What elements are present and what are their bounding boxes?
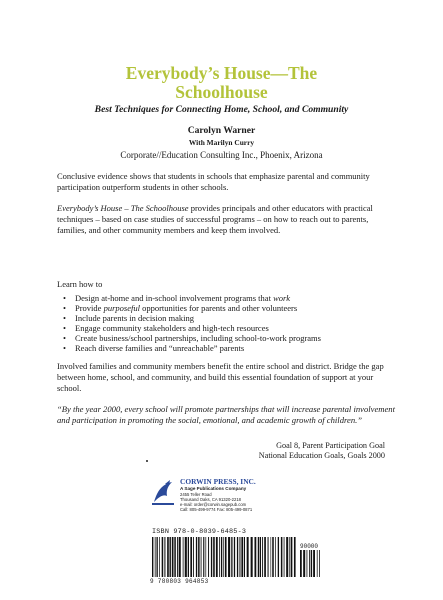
publisher-phone: Call: 805-499-9774 Fax: 805-499-0871 — [180, 506, 253, 512]
bullet-item — [63, 343, 383, 353]
barcode-bar — [193, 537, 194, 577]
book-subtitle: Best Techniques for Connecting Home, School, and Community — [94, 104, 349, 115]
bullet-item — [63, 293, 383, 303]
barcode-bar — [272, 537, 274, 577]
barcode-bar — [198, 537, 199, 577]
barcode-bar — [303, 550, 305, 577]
barcode-bar — [264, 537, 266, 577]
corwin-bird-logo-icon — [150, 478, 176, 508]
barcode-bar — [271, 537, 272, 577]
bullet-emphasis: purposeful — [103, 303, 140, 314]
barcode-bar — [221, 537, 222, 577]
barcode-bar — [244, 537, 245, 577]
barcode-bar — [247, 537, 249, 577]
barcode-bar — [268, 537, 269, 577]
barcode-bar — [177, 537, 178, 577]
barcode-bar — [179, 537, 181, 577]
isbn-label: ISBN 978-0-8039-6485-3 — [152, 528, 247, 536]
barcode-bar — [319, 550, 320, 577]
barcode-bar — [241, 537, 243, 577]
barcode-bar — [237, 537, 238, 577]
barcode-digits: 9 780803 964853 — [150, 578, 209, 585]
learning-bullets — [63, 293, 383, 354]
barcode-bar — [309, 550, 310, 577]
barcode-bar — [203, 537, 204, 577]
barcode-bar — [278, 537, 279, 577]
bullet-item — [63, 303, 383, 313]
barcode-bar — [159, 537, 160, 577]
barcode-bar — [234, 537, 235, 577]
barcode-bar — [211, 537, 212, 577]
bullet-item — [63, 323, 383, 333]
barcode-bar — [205, 537, 206, 577]
barcode-bar — [185, 537, 187, 577]
description-paragraph — [57, 203, 387, 237]
barcode-bar — [183, 537, 184, 577]
price-code: 90000 — [300, 543, 319, 550]
publisher-address2: Thousand Oaks, CA 91320-2218 — [180, 496, 241, 502]
barcode-bar — [239, 537, 240, 577]
intro-paragraph: Conclusive evidence shows that students in schools that emphasize parental and community participation outperform students in other schools. — [57, 171, 370, 193]
barcode-bar — [201, 537, 202, 577]
learn-how-heading: Learn how to — [57, 279, 103, 289]
barcode-bar — [213, 537, 215, 577]
bullet-item — [63, 313, 383, 323]
bullet-text: Engage community stakeholders and high-tech resources — [75, 323, 269, 334]
barcode-bar — [231, 537, 232, 577]
stray-mark — [146, 460, 148, 462]
publisher-imprint: A Sage Publications Company — [180, 486, 247, 491]
barcode-area — [150, 528, 320, 588]
attribution-line1: Goal 8, Parent Participation Goal — [276, 441, 385, 450]
publisher-text — [180, 478, 320, 512]
barcode-bar — [219, 537, 220, 577]
bullet-text: Design at-home and in-school involvement programs that — [75, 293, 274, 303]
description-text: provides principals and other educators with practical techniques – based on case studies of successful programs – on how to reach out to parents, families, and other community members and keep them involved. — [57, 203, 373, 236]
barcode-bar — [281, 537, 283, 577]
barcode-bar — [258, 537, 259, 577]
barcode-bar — [174, 537, 175, 577]
barcode-bar — [223, 537, 224, 577]
bullet-emphasis: work — [273, 293, 291, 303]
bullet-text-end: opportunities for parents and other volunteers — [139, 303, 298, 314]
book-title-line1: Everybody’s House—The — [125, 63, 318, 83]
barcode-bar — [260, 537, 261, 577]
book-title-line2: Schoolhouse — [175, 82, 268, 102]
barcode-bar — [196, 537, 197, 577]
barcode-bar — [216, 537, 218, 577]
barcode-bar — [307, 550, 308, 577]
barcode-bar — [156, 537, 157, 577]
goals-quote: “By the year 2000, every school will promote partnerships that will increase parental involvement and participation in promoting the social, emotional, and academic growth of children.” — [57, 404, 395, 425]
barcode-bar — [313, 550, 315, 577]
bullet-item — [63, 333, 383, 343]
publisher-email: e-mail: order@corwin.sagepub.com — [180, 501, 247, 507]
bullet-text: Create business/school partnerships, including school-to-work programs — [75, 333, 321, 344]
barcode-bar — [167, 537, 169, 577]
barcode-bar — [164, 537, 165, 577]
barcode-bar — [188, 537, 189, 577]
barcode-bar — [286, 537, 288, 577]
barcode-bar — [162, 537, 164, 577]
bullet-text: Include parents in decision making — [75, 313, 194, 324]
barcode-bar — [228, 537, 230, 577]
barcode-bar — [300, 550, 302, 577]
barcode-bar — [275, 537, 276, 577]
bullet-text: Provide — [75, 303, 104, 314]
benefit-paragraph: Involved families and community members benefit the entire school and district. Bridge the gap between home, school, and community, and build this essential foundation of support at your school. — [57, 361, 384, 394]
price-barcode — [300, 550, 320, 577]
publisher-address1: 2455 Teller Road — [180, 491, 212, 497]
barcode-bar — [225, 537, 227, 577]
publisher-block — [150, 478, 320, 528]
description-book-title: Everybody’s House – The Schoolhouse — [57, 203, 189, 213]
isbn-barcode — [152, 537, 297, 577]
barcode-bar — [262, 537, 263, 577]
barcode-bar — [284, 537, 285, 577]
quote-attribution — [259, 441, 385, 462]
barcode-bar — [311, 550, 312, 577]
barcode-bar — [190, 537, 192, 577]
barcode-bar — [155, 537, 156, 577]
barcode-bar — [169, 537, 170, 577]
bullet-text: Reach diverse families and “unreachable” parents — [75, 343, 245, 354]
coauthor-name: With Marilyn Curry — [188, 138, 255, 147]
barcode-bar — [289, 537, 290, 577]
publisher-name: CORWIN PRESS, INC. — [180, 477, 256, 486]
barcode-bar — [251, 537, 253, 577]
barcode-bar — [172, 537, 174, 577]
author-name: Carolyn Warner — [187, 125, 256, 136]
barcode-bar — [291, 537, 293, 577]
attribution-line2: National Education Goals, Goals 2000 — [258, 451, 385, 461]
barcode-bar — [254, 537, 256, 577]
barcode-bar — [208, 537, 209, 577]
barcode-bar — [152, 537, 153, 577]
author-affiliation: Corporate//Education Consulting Inc., Phoenix, Arizona — [120, 150, 323, 160]
barcode-bar — [317, 550, 318, 577]
barcode-bar — [294, 537, 296, 577]
